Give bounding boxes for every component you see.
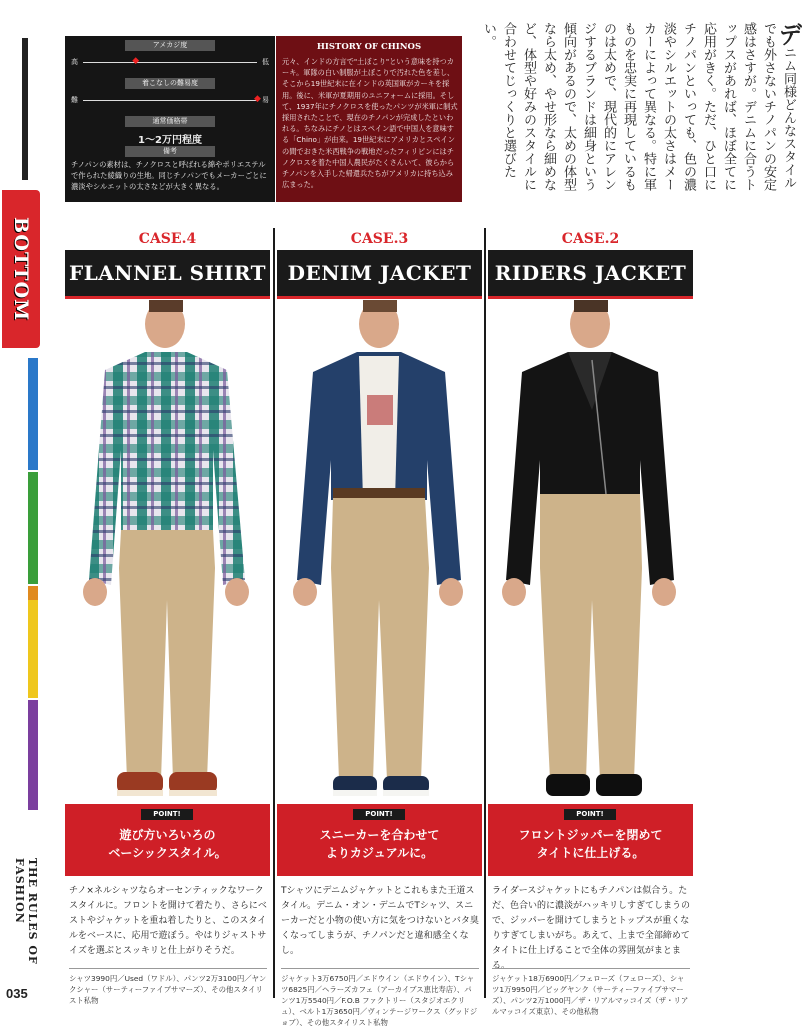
- ease-label: 着こなしの難易度: [125, 78, 215, 89]
- panel-divider: [273, 228, 275, 998]
- panel-title-bar: [488, 250, 693, 299]
- panel-credit: シャツ3990円／Used（ワドル）、パンツ2万3100円／ヤンクシャー（サーティーファイブサマーズ）、その他スタイリスト私物: [69, 968, 267, 1006]
- rail-segment-purple: [28, 700, 38, 810]
- point-line-2: タイトに仕上げる。: [536, 846, 645, 860]
- panel-title: RIDERS JACKET: [494, 261, 687, 285]
- outfit-photo: [488, 300, 693, 805]
- ease-scale: [71, 94, 269, 106]
- scale-line: [83, 62, 257, 63]
- point-callout: [488, 804, 693, 876]
- point-line-2: ベーシックスタイル。: [108, 846, 227, 860]
- price-value: 1〜2万円程度: [138, 135, 202, 146]
- point-badge: POINT!: [353, 809, 405, 820]
- rail-bar: [22, 38, 28, 180]
- scale-line: [83, 100, 257, 101]
- series-label: THE RULES OF FASHION: [13, 858, 39, 965]
- point-line-1: スニーカーを合わせて: [319, 828, 440, 842]
- history-title: HISTORY OF CHINOS: [316, 42, 422, 52]
- history-text: 元々、インドの方言で"土ぼこり"という意味を持つカーキ。軍隊の白い制服が土ぼこりで汚れた色を差し、そこから19世紀末に在インドの英国軍がカーキを採用。後に、米軍が夏期用のユニフォームに採用。そして、1937年にチノクロスを使ったパンツが米軍に制式採用されたことで、現在のチノパンが完成したといわれる。ちなみにチノとはスペイン語で中国人を意味する「Chino」が由来。19世紀末にアメリカとスペインの間でおきた米西戦争の戦地だったフィリピンにはチノクロスを着た中国人農民がたくさんいて、彼らからチノパンを入手した帰還兵たちがアメリカに持ち込み広まった。: [282, 57, 458, 190]
- ease-high: 易: [262, 96, 269, 104]
- panel-case-2: [488, 228, 693, 1016]
- outfit-photo: [277, 300, 482, 805]
- panel-title-bar: [277, 250, 482, 299]
- panel-description: Tシャツにデニムジャケットとこれもまた王道スタイル。デニム・オン・デニムでTシャツ、スニーカーだと小物の使い方に気をつけないとバタ臭くなってしまうが、チノパンだと違和感全くなし。: [281, 886, 479, 956]
- american-marker-icon: ◆: [132, 56, 140, 66]
- info-box: [65, 36, 275, 202]
- point-callout: [65, 804, 270, 876]
- point-line-1: 遊び方いろいろの: [119, 828, 216, 842]
- model-illustration-icon: [488, 300, 693, 805]
- notes-text: チノパンの素材は、チノクロスと呼ばれる綿やポリエステルで作られた綾織りの生地。同じチノパンでもメーカーごとに濃淡やシルエットの太さなどが大きく異なる。: [71, 160, 267, 191]
- panel-description: チノ×ネルシャツならオーセンティックなワークスタイルに。フロントを開けて着たり、さらにベストやジャケットを重ね着したりと、このスタイルをベースに、応用で遊ぼう。やはりジャストサイズを選ぶとスッキリと仕上がりそうだ。: [69, 886, 267, 956]
- case-number: CASE.4: [138, 231, 197, 247]
- case-number: CASE.3: [350, 231, 409, 247]
- history-box: [276, 36, 462, 202]
- outfit-photo: [65, 300, 270, 805]
- page-number: 035: [6, 986, 28, 1001]
- intro-text-block: [478, 22, 802, 202]
- intro-text: [478, 22, 802, 200]
- panel-description: ライダースジャケットにもチノパンは似合う。ただ、色合い的に濃淡がハッキリしすぎてしまうので、ジッパーを開けてしまうとトップスが重くなりすぎてしまいがち。あえて、上まで全部締めてタイトに仕上げることで全体の雰囲気がまとまる。: [492, 886, 691, 971]
- notes-label: 備考: [125, 146, 215, 157]
- ease-marker-icon: ◆: [254, 94, 261, 104]
- ease-low: 難: [71, 96, 78, 104]
- panel-credit: ジャケット18万6900円／フェローズ（フェローズ）、シャツ1万9950円／ビッグヤンク（サーティーファイブサマーズ）、パンツ2万1000円／ザ・リアルマッコイズ（ザ・リアルマッコイズ東京）、その他私物: [492, 968, 690, 1017]
- panel-title-bar: [65, 250, 270, 299]
- panel-case-4: [65, 228, 270, 1005]
- american-low: 低: [262, 58, 269, 66]
- section-tab-label: BOTTOM: [10, 216, 32, 322]
- rail-segment-blue: [28, 358, 38, 470]
- panel-title: FLANNEL SHIRT: [69, 261, 266, 285]
- panel-divider: [484, 228, 486, 998]
- rail-segment-yellow: [28, 600, 38, 698]
- panel-case-3: [277, 228, 482, 1027]
- rail-segment-green: [28, 472, 38, 584]
- point-badge: POINT!: [141, 809, 193, 820]
- intro-dropcap: デ: [774, 22, 802, 46]
- case-number: CASE.2: [561, 231, 620, 247]
- price-label: 通常価格帯: [125, 116, 215, 127]
- panel-title: DENIM JACKET: [287, 261, 472, 285]
- side-rail: [0, 0, 38, 1017]
- american-label: アメカジ度: [125, 40, 215, 51]
- section-tab[interactable]: [2, 190, 40, 348]
- point-line-2: よりカジュアルに。: [325, 846, 434, 860]
- point-line-1: フロントジッパーを閉めて: [518, 828, 663, 842]
- point-callout: [277, 804, 482, 876]
- american-high: 高: [71, 58, 78, 66]
- model-illustration-icon: [277, 300, 482, 805]
- point-badge: POINT!: [564, 809, 616, 820]
- american-scale: [71, 56, 269, 68]
- intro-body: ニム同様どんなスタイルでも外さないチノパンの安定感はさすが。デニムに合うトップスがあれば、ほぼ全てに応用がきく。ただ、ひと口にチノパンといっても、色の濃淡やシルエットの太さはメーカーによって異なる。特に軍ものを忠実に再現しているものは太めで、現代的にアレンジするブランドは細身という傾向があるので、太めの体型なら太め、やせ形なら細めなど、体型や好みのスタイルに合わせてじっくりと選びたい。: [481, 22, 796, 191]
- panel-credit: ジャケット3万6750円／エドウイン（エドウイン）、Tシャツ6825円／ヘラーズカフェ（アーカイブス恵比寿店）、パンツ1万5540円／F.O.B ファクトリー（スタジオエクリュ）、ベルト1万3650円／ヴィンテージワークス（グッドジョブ）、その他スタイリスト私物: [281, 968, 479, 1028]
- outfit-panels: [65, 228, 691, 1027]
- model-illustration-icon: [65, 300, 270, 805]
